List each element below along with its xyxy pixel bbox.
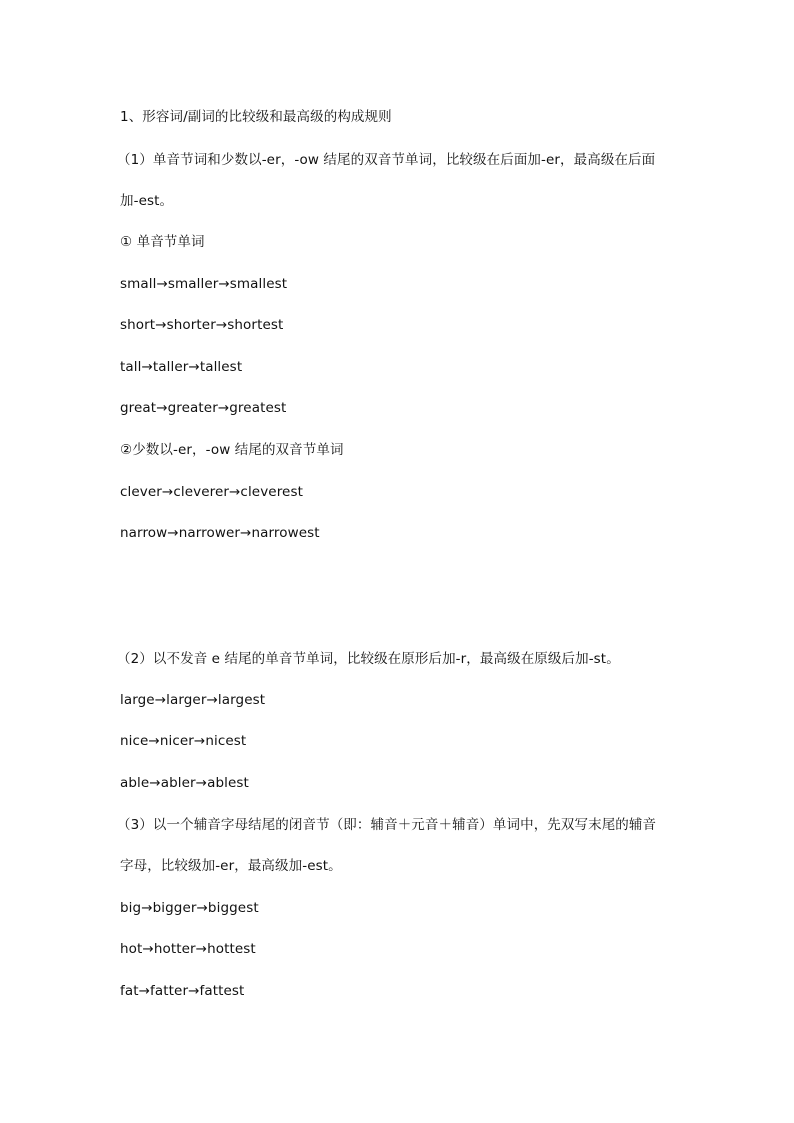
example-line: small→smaller→smallest: [120, 276, 288, 292]
example-line: big→bigger→biggest: [120, 900, 259, 916]
rule-1-text-line-1: （1）单音节词和少数以-er，-ow 结尾的双音节单词，比较级在后面加-er，最高级在后面: [117, 152, 656, 168]
example-line: hot→hotter→hottest: [120, 941, 256, 957]
rule-3-text-line-2: 字母，比较级加-er，最高级加-est。: [120, 858, 342, 874]
example-line: tall→taller→tallest: [120, 359, 243, 375]
rule-1-text-line-2: 加-est。: [120, 193, 174, 209]
rule-3-text-line-1: （3）以一个辅音字母结尾的闭音节（即：辅音＋元音＋辅音）单词中，先双写末尾的辅音: [117, 817, 657, 833]
rule-1-subtitle-1: ① 单音节单词: [120, 234, 205, 250]
example-line: great→greater→greatest: [120, 400, 287, 416]
example-line: narrow→narrower→narrowest: [120, 525, 320, 541]
example-line: fat→fatter→fattest: [120, 983, 245, 999]
example-line: large→larger→largest: [120, 692, 266, 708]
example-line: short→shorter→shortest: [120, 317, 284, 333]
rule-1-subtitle-2: ②少数以-er，-ow 结尾的双音节单词: [120, 442, 344, 458]
section-heading: 1、形容词/副词的比较级和最高级的构成规则: [120, 109, 392, 125]
example-line: able→abler→ablest: [120, 775, 249, 791]
example-line: nice→nicer→nicest: [120, 733, 247, 749]
example-line: clever→cleverer→cleverest: [120, 484, 303, 500]
rule-2-text: （2）以不发音 e 结尾的单音节单词，比较级在原形后加-r，最高级在原级后加-st。: [117, 651, 620, 667]
